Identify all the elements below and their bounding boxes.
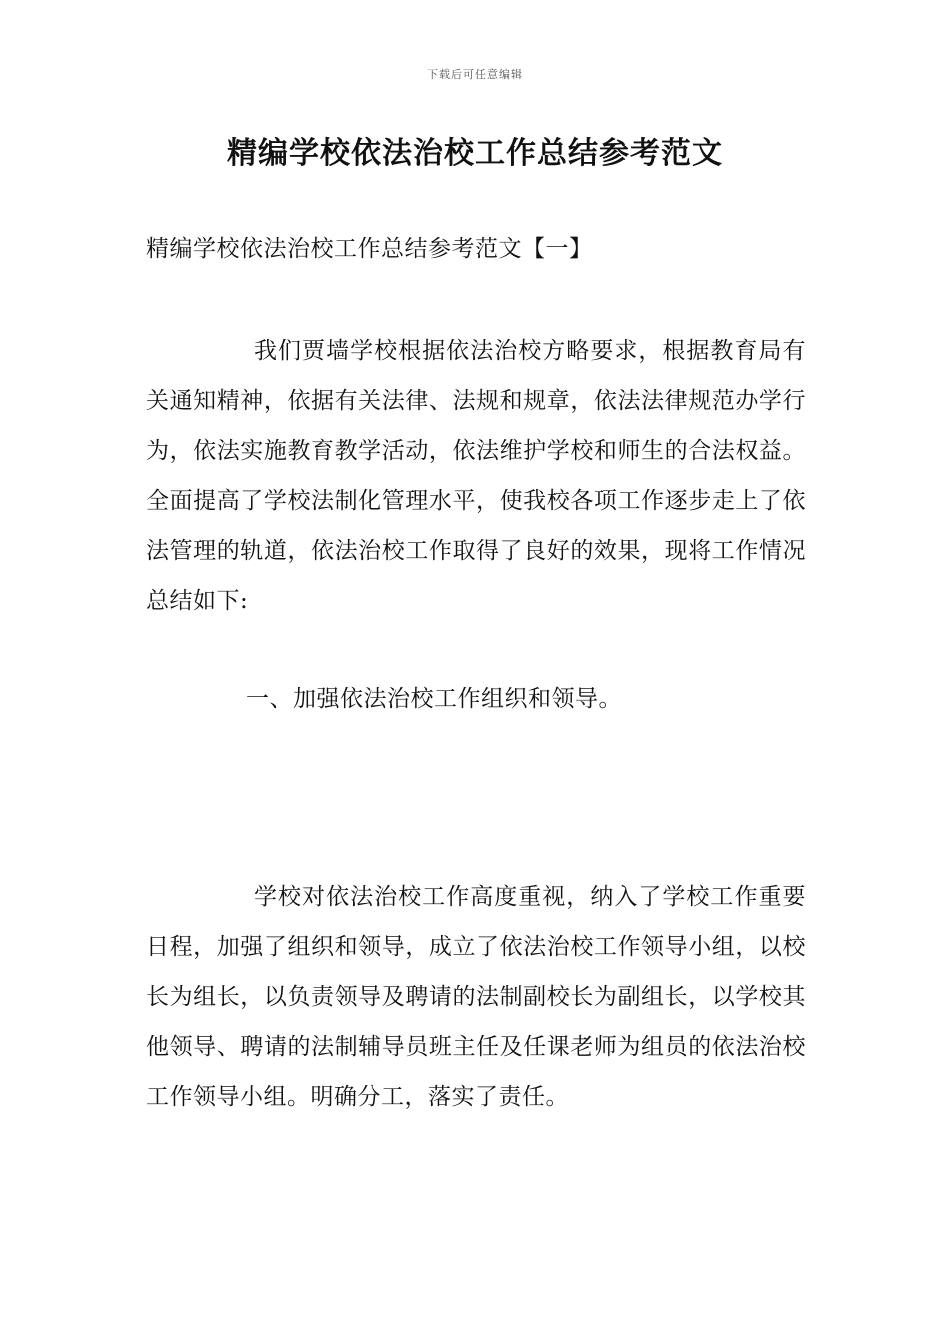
paragraph-intro: 我们贾墙学校根据依法治校方略要求，根据教育局有关通知精神，依据有关法律、法规和规章，依法法律规范办学行为，依法实施教育教学活动，依法维护学校和师生的合法权益。全面提高了学校法制化管理水平，使我校各项工作逐步走上了依法管理的轨道，依法治校工作取得了良好的效果，现将工作情况总结如下: [146,338,806,614]
paragraph-organization: 学校对依法治校工作高度重视，纳入了学校工作重要日程，加强了组织和领导，成立了依法治校工作领导小组，以校长为组长，以负责领导及聘请的法制副校长为副组长，以学校其他领导、聘请的法制辅导员班主任及任课老师为组员的依法治校工作领导小组。明确分工，落实了责任。 [146,884,806,1110]
section-heading-1: 一、加强依法治校工作组织和领导。 [246,686,622,712]
document-title: 精编学校依法治校工作总结参考范文 [227,136,723,171]
header-note: 下载后可任意编辑 [427,68,523,81]
document-subtitle: 精编学校依法治校工作总结参考范文【一】 [146,236,593,262]
